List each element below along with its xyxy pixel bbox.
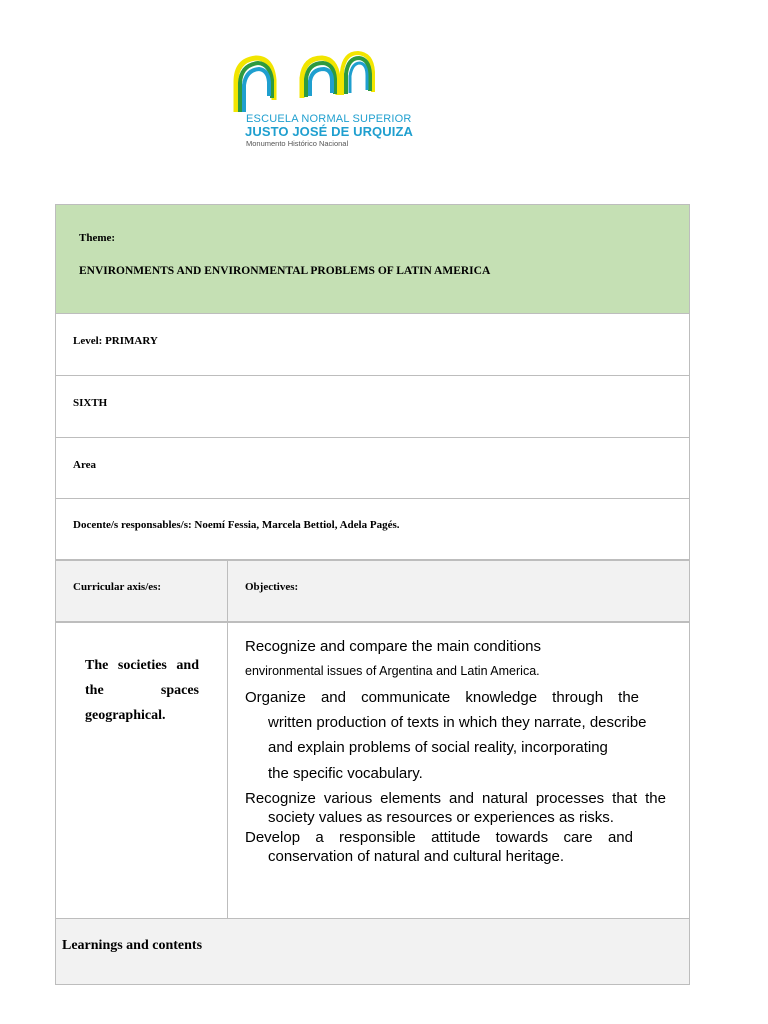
objective-2-line-1: Organize and communicate knowledge through the <box>245 689 639 706</box>
teachers-row <box>56 499 689 559</box>
axis-objectives-header-row <box>56 561 689 621</box>
logo-school-name: JUSTO JOSÉ DE URQUIZA <box>245 124 414 139</box>
objective-4-line-1: Develop a responsible attitude towards care and <box>245 829 633 846</box>
logo-subtitle: Monumento Histórico Nacional <box>246 139 349 148</box>
learnings-row <box>56 919 689 984</box>
objective-1-line-1: Recognize and compare the main conditions <box>245 638 542 655</box>
school-logo <box>226 50 416 150</box>
objective-4-line-2: conservation of natural and cultural heritage. <box>268 848 565 865</box>
logo-school-type: ESCUELA NORMAL SUPERIOR <box>246 113 412 125</box>
objective-2-line-3: and explain problems of social reality, incorporating <box>268 739 608 756</box>
objective-3-line-2: society values as resources or experiences as risks. <box>268 809 614 826</box>
area-text: Area <box>73 459 97 471</box>
theme-title: ENVIRONMENTS AND ENVIRONMENTAL PROBLEMS OF LATIN AMERICA <box>79 265 491 277</box>
grade-row <box>56 376 689 437</box>
area-row <box>56 438 689 498</box>
grade-text: SIXTH <box>73 397 108 409</box>
axis-header: Curricular axis/es: <box>73 581 162 593</box>
axis-objectives-content-row <box>56 623 689 918</box>
teachers-text: Docente/s responsables/s: Noemí Fessia, Marcela Bettiol, Adela Pagés. <box>73 519 400 531</box>
objectives-header: Objectives: <box>245 581 299 593</box>
objective-2-line-2: written production of texts in which they narrate, describe <box>268 714 647 731</box>
theme-label: Theme: <box>79 232 116 244</box>
level-text: Level: PRIMARY <box>73 335 158 347</box>
arches-logo-icon <box>226 50 416 115</box>
objective-1-line-2: environmental issues of Argentina and Latin America. <box>245 664 540 678</box>
objective-3-line-1: Recognize various elements and natural processes that the <box>245 790 666 807</box>
planning-table <box>55 204 690 985</box>
axis-content: The societies and the spaces geographical. <box>85 658 199 723</box>
theme-row <box>56 205 689 313</box>
learnings-heading: Learnings and contents <box>62 938 203 953</box>
level-row <box>56 314 689 375</box>
objective-2-line-4: the specific vocabulary. <box>268 765 423 782</box>
